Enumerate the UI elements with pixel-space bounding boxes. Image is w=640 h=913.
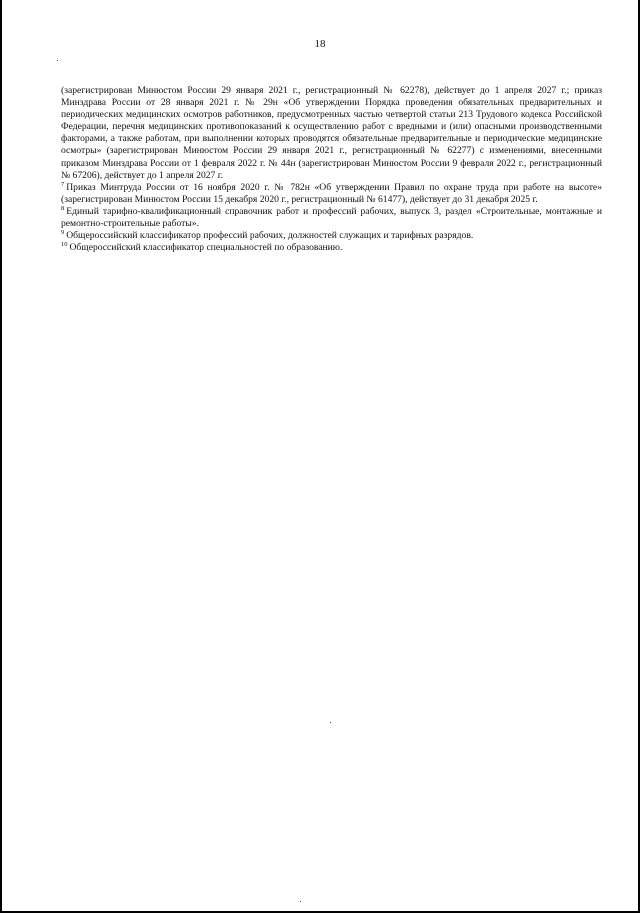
page-number: 18 bbox=[314, 38, 326, 50]
scan-speck bbox=[300, 901, 301, 902]
footnote-marker: 10 bbox=[61, 241, 68, 249]
footnotes-section bbox=[61, 85, 602, 254]
footnote-text: (зарегистрирован Минюстом России 29 января 2021 г., регистрационный № 62278), действует до 1 апреля 2027 г.; приказ Минздрава России от 28 января 2021 г. № 29н «Об утверждении Порядка проведения обязательных предварительных и периодических медицинских осмотров работников, предусмотренных частью четвертой статьи 213 Трудового кодекса Российской Федерации, перечня медицинских противопоказаний к осуществлению работ с вредными и (или) опасными производственными факторами, а также работам, при выполнении которых проводятся обязательные предварительные и периодические медицинские осмотры» (зарегистрирован Минюстом России 29 января 2021 г., регистрационный № 62277) с изменениями, внесенными приказом Минздрава России от 1 февраля 2022 г. № 44н (зарегистрирован Минюстом России 9 февраля 2022 г., регистрационный № 67206), действует до 1 апреля 2027 г. bbox=[61, 85, 602, 181]
footnote-marker: 7 bbox=[61, 180, 65, 188]
footnote-10 bbox=[61, 242, 602, 254]
footnote-text: Общероссийский классификатор профессий рабочих, должностей служащих и тарифных разрядов. bbox=[66, 230, 474, 242]
footnote-text: Общероссийский классификатор специальностей по образованию. bbox=[69, 242, 343, 254]
footnote-marker: 9 bbox=[61, 228, 65, 236]
footnote-9 bbox=[61, 230, 602, 242]
footnote-8 bbox=[61, 206, 602, 230]
footnote-text: Единый тарифно-квалификационный справочник работ и профессий рабочих, выпуск 3, раздел «Строительные, монтажные и ремонтно-строительные работы». bbox=[61, 205, 602, 230]
scan-speck bbox=[57, 60, 58, 61]
scan-edge-left bbox=[0, 0, 2, 913]
footnote-7 bbox=[61, 182, 602, 206]
footnote-text: Приказ Минтруда России от 16 ноября 2020 г. № 782н «Об утверждении Правил по охране труда при работе на высоте» (зарегистрирован Минюстом России 15 декабря 2020 г., регистрационный № 61477), действует до 31 декабря 2025 г. bbox=[61, 181, 602, 205]
footnote-marker: 8 bbox=[61, 204, 65, 212]
footnote-6-continuation bbox=[61, 85, 602, 182]
scan-speck bbox=[330, 722, 331, 723]
